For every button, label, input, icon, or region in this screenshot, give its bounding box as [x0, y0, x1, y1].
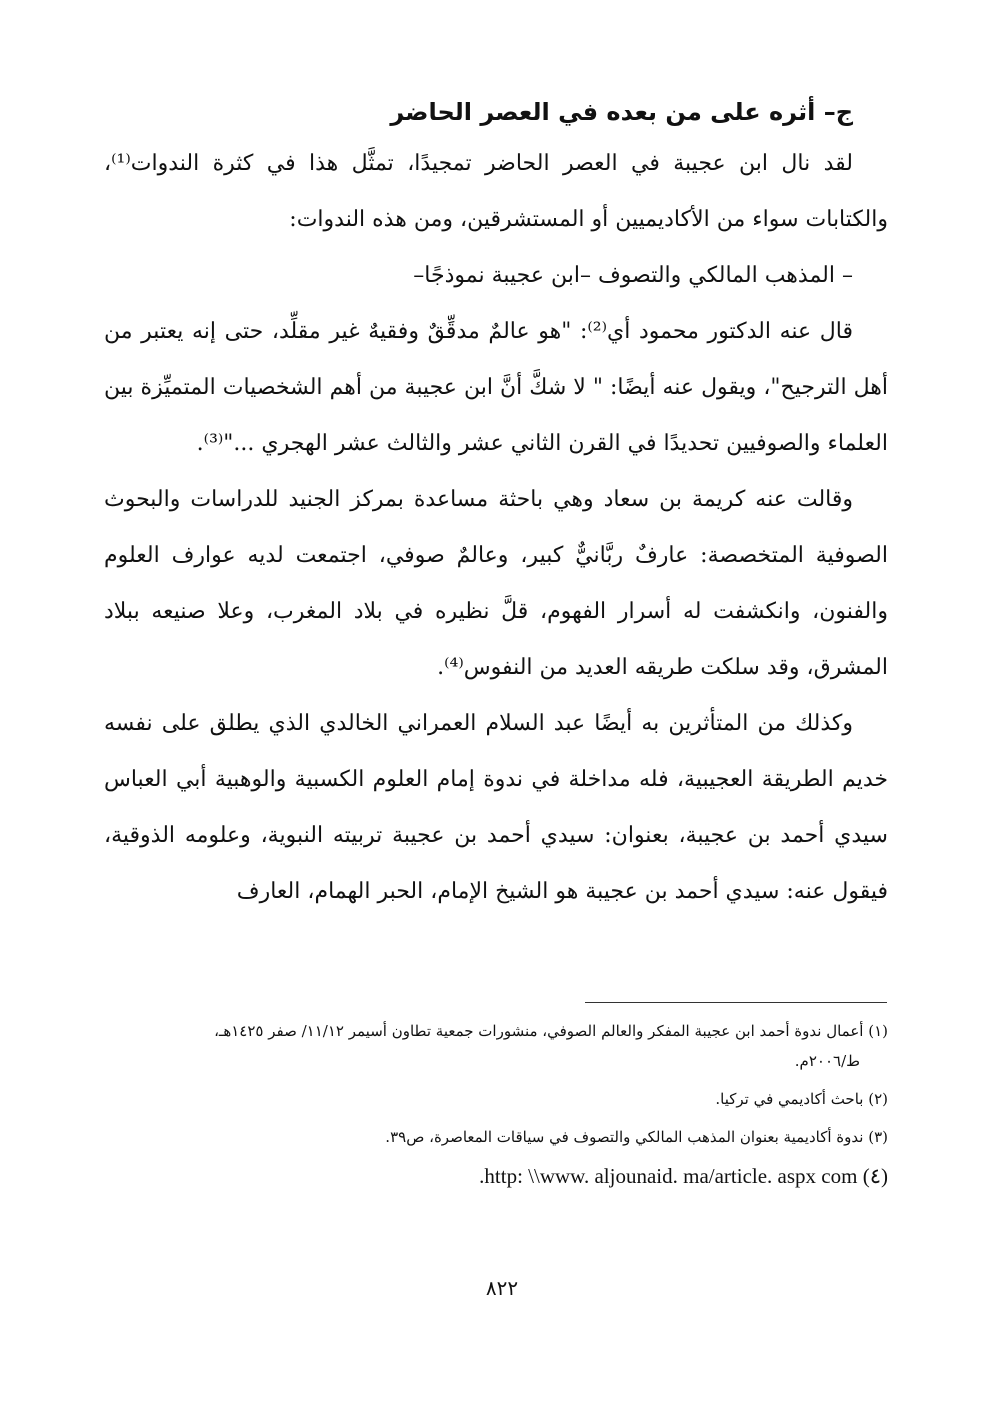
- footnote-4: [104, 1160, 888, 1192]
- footnote-4-url: .http: \\www. aljounaid. ma/article. aspx com: [479, 1164, 858, 1188]
- footnote-divider: [585, 1002, 887, 1003]
- paragraph-4: وكذلك من المتأثرين به أيضًا عبد السلام العمراني الخالدي الذي يطلق على نفسه خديم الطريقة العجيبية، فله مداخلة في ندوة إمام العلوم الكسبية والوهبية أبي العباس سيدي أحمد بن عجيبة، بعنوان: سيدي أحمد بن عجيبة تربيته النبوية، وعلومه الذوقية، فيقول عنه: سيدي أحمد بن عجيبة هو الشيخ الإمام، الحبر الهمام، العارف: [104, 711, 888, 904]
- paragraph-2: قال عنه الدكتور محمود أي⁽²⁾: "هو عالمٌ مدقِّقٌ وفقيهٌ غير مقلِّد، حتى إنه يعتبر من أهل الترجيح"، ويقول عنه أيضًا: " لا شكَّ أنَّ ابن عجيبة من أهم الشخصيات المتميِّزة بين العلماء والصوفيين تحديدًا في القرن الثاني عشر والثالث عشر الهجري ..."⁽³⁾.: [104, 319, 888, 456]
- footnote-1-line2: ط/٢٠٠٦م.: [794, 1052, 860, 1070]
- footnote-4-marker: (٤): [862, 1164, 888, 1188]
- page-number: ٨٢٢: [485, 1276, 519, 1300]
- footnotes: [104, 1016, 888, 1200]
- main-text: [104, 92, 888, 920]
- symposium-title: – المذهب المالكي والتصوف –ابن عجيبة نموذجًا–: [413, 263, 853, 288]
- section-heading: ج– أثره على من بعده في العصر الحاضر: [390, 98, 853, 126]
- footnote-3: (٣) ندوة أكاديمية بعنوان المذهب المالكي والتصوف في سياقات المعاصرة، ص٣٩.: [385, 1128, 888, 1146]
- footnote-1-line1: (١) أعمال ندوة أحمد ابن عجيبة المفكر والعالم الصوفي، منشورات جمعية تطاون أسيمر ١١/١٢/ صفر ١٤٢٥هـ،: [214, 1022, 888, 1040]
- footnote-1: [104, 1016, 888, 1076]
- footnote-2: (٢) باحث أكاديمي في تركيا.: [715, 1090, 888, 1108]
- paragraph-3: وقالت عنه كريمة بن سعاد وهي باحثة مساعدة بمركز الجنيد للدراسات والبحوث الصوفية المتخصصة: عارفٌ ربَّانيٌّ كبير، وعالمٌ صوفي، اجتمعت لديه عوارف العلوم والفنون، وانكشفت له أسرار الفهوم، قلَّ نظيره في بلاد المغرب، وعلا صنيعه ببلاد المشرق، وقد سلكت طريقه العديد من النفوس⁽⁴⁾.: [104, 487, 888, 680]
- paragraph-1: لقد نال ابن عجيبة في العصر الحاضر تمجيدًا، تمثَّل هذا في كثرة الندوات⁽¹⁾، والكتابات سواء من الأكاديميين أو المستشرقين، ومن هذه الندوات:: [104, 151, 888, 232]
